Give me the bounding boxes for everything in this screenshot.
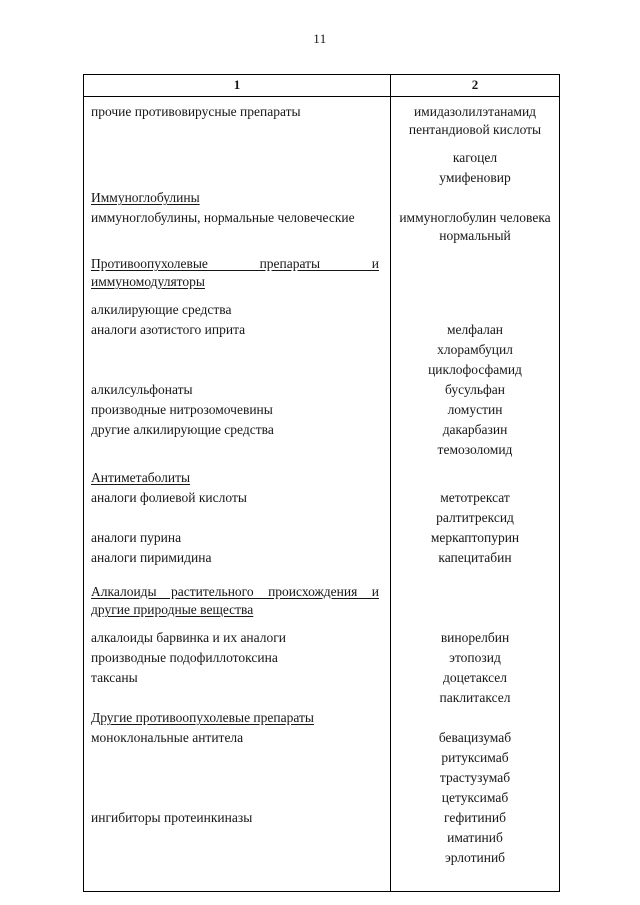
category-cell: другие алкилирующие средства	[91, 422, 274, 437]
drug-cell	[391, 469, 559, 487]
table-row	[84, 583, 559, 619]
drug-cell: меркаптопурин	[430, 530, 520, 545]
drug-cell: бевацизумаб	[438, 730, 512, 745]
table-row	[84, 529, 559, 547]
drug-cell	[391, 255, 559, 291]
drug-cell: винорелбин	[440, 630, 510, 645]
drug-cell: хлорамбуцил	[437, 342, 513, 357]
category-cell: аналоги пиримидина	[91, 550, 212, 565]
table-row	[84, 749, 559, 767]
table-row	[84, 341, 559, 359]
table-row	[84, 629, 559, 647]
drug-table	[83, 74, 560, 892]
table-row	[84, 361, 559, 379]
table-row	[84, 209, 559, 245]
category-cell: прочие противовирусные препараты	[91, 104, 301, 119]
category-cell: иммуноглобулины, нормальные человеческие	[91, 210, 355, 225]
table-row	[84, 149, 559, 167]
table-row	[84, 401, 559, 419]
table-row	[84, 849, 559, 867]
drug-cell: кагоцел	[452, 150, 498, 165]
drug-cell: умифеновир	[439, 170, 511, 185]
drug-cell	[391, 709, 559, 727]
category-cell	[84, 361, 391, 379]
table-row	[84, 381, 559, 399]
drug-cell: паклитаксел	[439, 690, 511, 705]
drug-cell: циклофосфамид	[428, 362, 522, 377]
table-row	[84, 829, 559, 847]
section-heading-cell: Противоопухолевые препараты и иммуномодуляторы	[91, 256, 379, 289]
category-cell	[84, 509, 391, 527]
drug-cell: эрлотиниб	[444, 850, 506, 865]
table-row	[84, 709, 559, 727]
table-row	[84, 189, 559, 207]
drug-cell: капецитабин	[438, 550, 512, 565]
table-row	[84, 689, 559, 707]
page-number: 11	[313, 31, 327, 46]
drug-cell	[391, 583, 559, 619]
table-row	[84, 301, 559, 319]
drug-cell: дакарбазин	[442, 422, 508, 437]
category-cell	[84, 341, 391, 359]
drug-cell: бусульфан	[445, 382, 505, 397]
drug-cell: цетуксимаб	[441, 790, 509, 805]
table-row	[84, 469, 559, 487]
drug-cell: иматиниб	[447, 830, 503, 845]
table-row	[84, 441, 559, 459]
table-body	[84, 97, 559, 891]
column-divider	[390, 97, 391, 891]
table-row	[84, 549, 559, 567]
table-row	[84, 729, 559, 747]
table-row	[84, 489, 559, 507]
table-row	[84, 769, 559, 787]
table-row	[84, 669, 559, 687]
category-cell	[84, 689, 391, 707]
category-cell: таксаны	[91, 670, 138, 685]
drug-cell: темозоломид	[437, 442, 513, 457]
section-heading-cell: Антиметаболиты	[91, 470, 191, 485]
section-heading-cell: Другие противоопухолевые препараты	[91, 710, 314, 725]
category-cell	[84, 149, 391, 167]
drug-cell: ралтитрексид	[436, 510, 514, 525]
table-row	[84, 321, 559, 339]
table-row	[84, 255, 559, 291]
category-cell: аналоги азотистого иприта	[91, 322, 246, 337]
category-cell: моноклональные антитела	[91, 730, 244, 745]
category-cell	[84, 849, 391, 867]
table-header-row	[84, 75, 559, 97]
category-cell	[84, 789, 391, 807]
drug-cell: иммуноглобулин человека нормальный	[399, 210, 551, 243]
table-row	[84, 789, 559, 807]
category-cell: аналоги фолиевой кислоты	[91, 490, 247, 505]
drug-cell: имидазолилэтанамид пентандиовой кислоты	[408, 104, 542, 137]
category-cell: алкалоиды барвинка и их аналоги	[91, 630, 287, 645]
drug-cell: доцетаксел	[443, 670, 507, 685]
category-cell	[84, 441, 391, 459]
table-row	[84, 809, 559, 827]
category-cell: производные нитрозомочевины	[91, 402, 273, 417]
drug-cell: этопозид	[449, 650, 501, 665]
category-cell: ингибиторы протеинкиназы	[91, 810, 253, 825]
table-row	[84, 649, 559, 667]
category-cell	[84, 769, 391, 787]
table-row	[84, 169, 559, 187]
category-cell: производные подофиллотоксина	[91, 650, 278, 665]
table-row	[84, 103, 559, 139]
section-heading-cell: Иммуноглобулины	[91, 190, 200, 205]
category-cell: аналоги пурина	[91, 530, 182, 545]
drug-cell: мелфалан	[446, 322, 504, 337]
category-cell	[84, 749, 391, 767]
drug-cell: ритуксимаб	[441, 750, 509, 765]
drug-cell: метотрексат	[440, 490, 510, 505]
drug-cell: ломустин	[447, 402, 503, 417]
drug-cell: трастузумаб	[439, 770, 511, 785]
category-cell: алкилирующие средства	[91, 302, 232, 317]
category-cell	[84, 829, 391, 847]
drug-cell: гефитиниб	[444, 810, 506, 825]
table-row	[84, 421, 559, 439]
table-row	[84, 509, 559, 527]
category-cell	[84, 169, 391, 187]
category-cell: алкилсульфонаты	[91, 382, 193, 397]
section-heading-cell: Алкалоиды растительного происхождения и другие природные вещества	[91, 584, 379, 617]
column-header-2: 2	[471, 77, 479, 92]
drug-cell	[391, 189, 559, 207]
column-header-1: 1	[84, 75, 391, 96]
drug-cell	[391, 301, 559, 319]
